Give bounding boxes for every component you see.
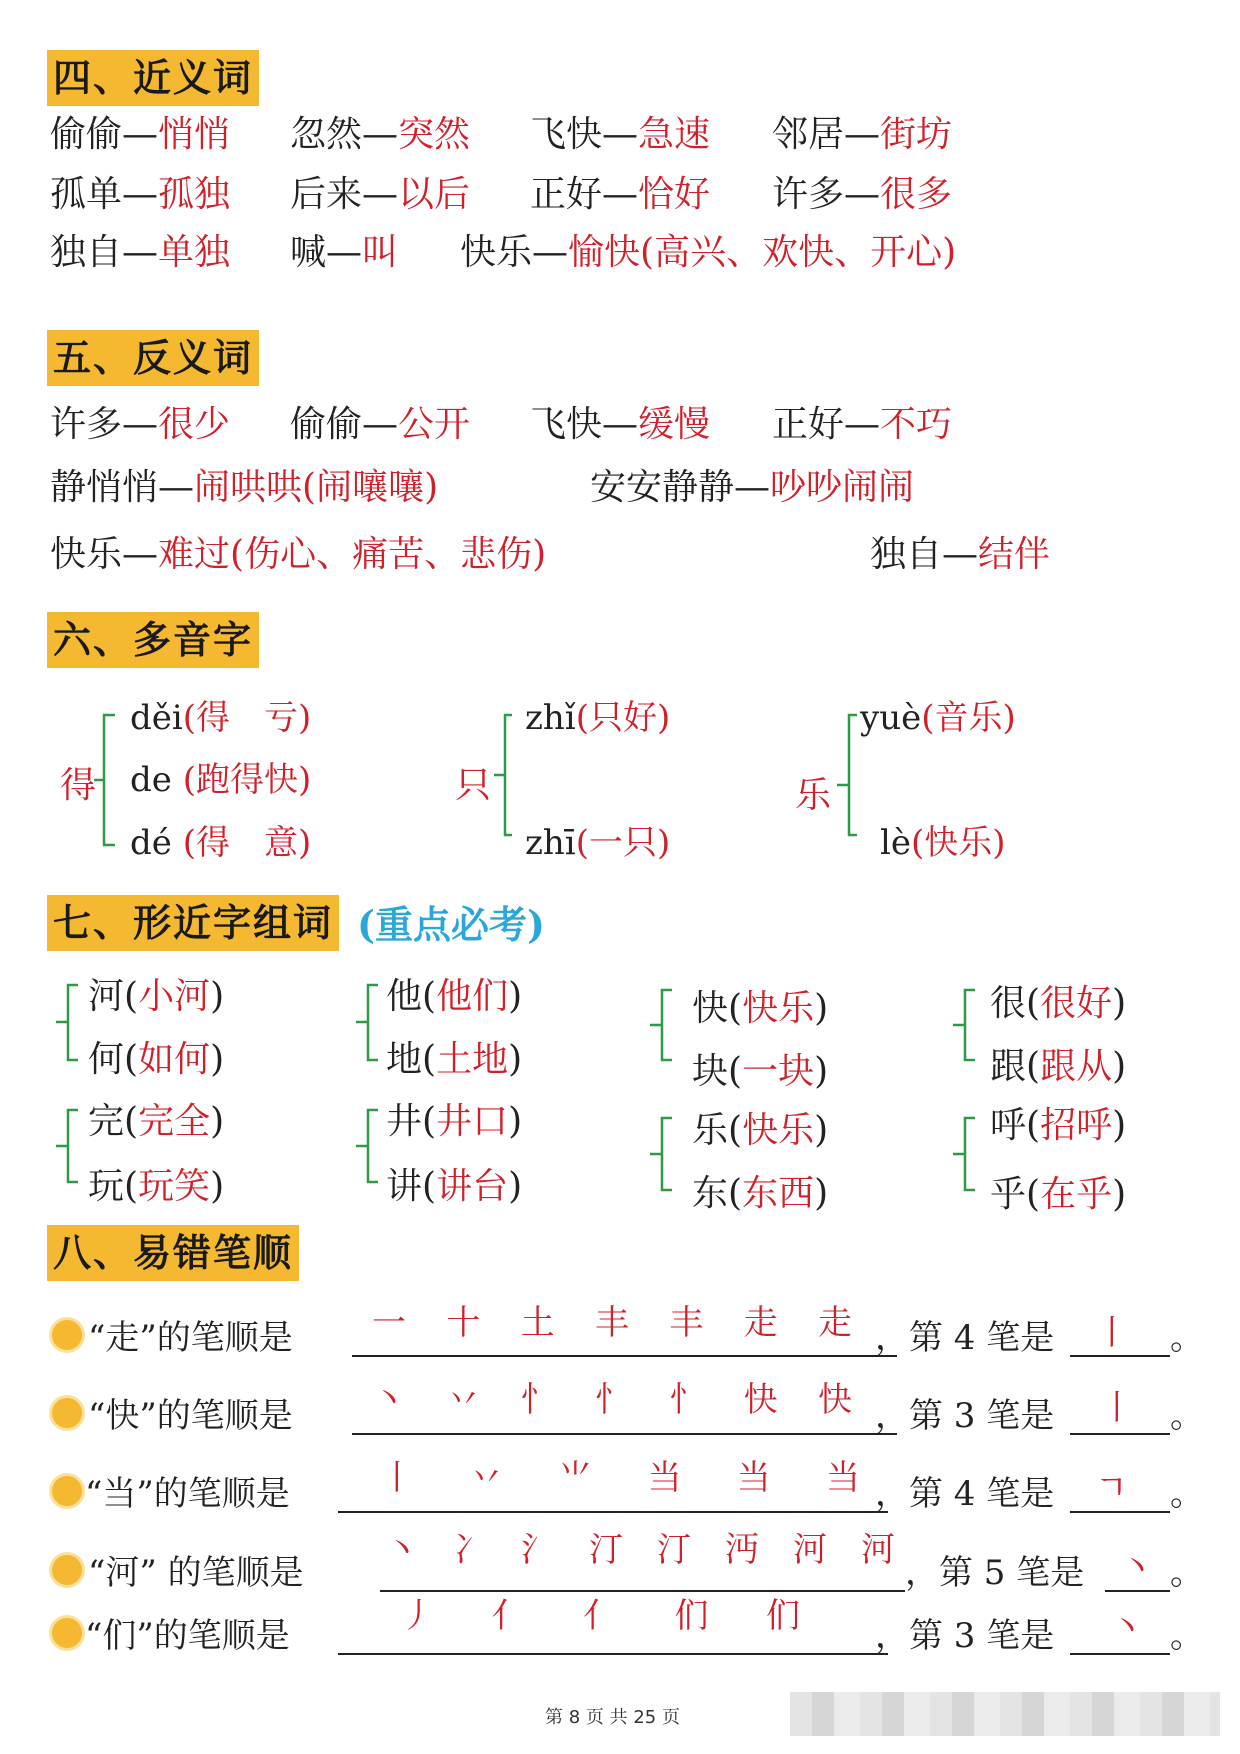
synonym-pair: 邻居—街坊 [772, 114, 953, 155]
synonym-pair: 独自—单独 [50, 232, 231, 273]
stroke-step: 当 [825, 1458, 860, 1498]
stroke-nth-label: ，第 5 笔是 [905, 1553, 1085, 1593]
stroke-step: 河 [861, 1530, 895, 1570]
blurred-watermark [790, 1692, 1220, 1736]
answer-line [1070, 1433, 1170, 1435]
end-mark: 。 [1170, 1616, 1204, 1656]
stroke-question-label: “当”的笔顺是 [85, 1474, 290, 1514]
stroke-sequence [380, 1450, 860, 1499]
stroke-step: 丿 [400, 1596, 434, 1636]
stroke-step: 们 [674, 1596, 709, 1636]
similar-item: 地(土地) [386, 1039, 523, 1080]
stroke-answer: 丶 [1110, 1608, 1144, 1648]
polyphone-reading: děi(得 亏) [130, 698, 312, 738]
synonym-pair: 后来—以后 [290, 174, 471, 215]
similar-item: 快(快乐) [692, 988, 829, 1029]
section-title-stroke-order: 八、易错笔顺 [47, 1225, 299, 1281]
stroke-nth-label: ，第 3 笔是 [875, 1616, 1055, 1656]
stroke-step: 冫 [453, 1530, 487, 1570]
stroke-sequence [372, 1372, 852, 1421]
similar-item: 呼(招呼) [990, 1105, 1127, 1146]
polyphone-char: 乐 [795, 775, 832, 816]
similar-item: 河(小河) [88, 976, 225, 1017]
similar-pair [88, 1093, 224, 1209]
end-mark: 。 [1170, 1318, 1204, 1358]
antonym-pair: 快乐—难过(伤心、痛苦、悲伤) [50, 534, 547, 575]
stroke-step: 亻 [583, 1596, 617, 1636]
stroke-step: 河 [793, 1530, 827, 1570]
antonym-pair: 许多—很少 [50, 404, 231, 445]
stroke-step: ⺌ [558, 1458, 593, 1498]
bullet-dot-icon [52, 1398, 82, 1428]
synonym-pair: 孤单—孤独 [50, 174, 231, 215]
bullet-dot-icon [52, 1476, 82, 1506]
similar-item: 完(完全) [88, 1101, 225, 1142]
stroke-step: 快 [743, 1380, 778, 1420]
section-title-synonyms: 四、近义词 [47, 50, 259, 106]
section-title-polyphones: 六、多音字 [47, 612, 259, 668]
stroke-step: 氵 [521, 1530, 555, 1570]
section-title-similar-chars: 七、形近字组词 [47, 895, 339, 951]
answer-line [338, 1653, 888, 1655]
stroke-step: 丷 [446, 1380, 481, 1420]
similar-item: 跟(跟从) [990, 1046, 1127, 1087]
stroke-step: 亻 [491, 1596, 526, 1636]
antonym-pair: 独自—结伴 [870, 534, 1051, 575]
stroke-answer: 丨 [1095, 1313, 1129, 1353]
synonym-pair: 正好—恰好 [530, 174, 711, 215]
synonym-pair: 偷偷—悄悄 [50, 114, 231, 155]
antonym-pair: 偷偷—公开 [290, 404, 471, 445]
end-mark: 。 [1170, 1553, 1204, 1593]
answer-line [338, 1511, 888, 1513]
answer-line [352, 1355, 897, 1357]
polyphone-reading: dé (得 意) [130, 823, 312, 863]
answer-line [1070, 1355, 1170, 1357]
stroke-nth-label: ，第 4 笔是 [875, 1318, 1055, 1358]
stroke-question-label: “走”的笔顺是 [88, 1318, 293, 1358]
stroke-step: 忄 [594, 1380, 629, 1420]
bullet-dot-icon [52, 1320, 82, 1350]
similar-item: 井(井口) [386, 1101, 523, 1142]
stroke-step: 土 [520, 1303, 555, 1343]
stroke-sequence [400, 1588, 800, 1637]
stroke-question-label: “快”的笔顺是 [88, 1396, 293, 1436]
stroke-step: 丰 [669, 1303, 704, 1343]
similar-pair [692, 1102, 828, 1216]
polyphone-char: 得 [60, 765, 97, 806]
similar-item: 他(他们) [386, 976, 523, 1017]
stroke-step: 忄 [669, 1380, 704, 1420]
stroke-step: 丰 [594, 1303, 629, 1343]
polyphone-reading: zhī(一只) [525, 823, 671, 863]
similar-pair [692, 980, 828, 1094]
stroke-question-label: “们”的笔顺是 [85, 1616, 290, 1656]
stroke-step: 沔 [725, 1530, 759, 1570]
stroke-step: 汀 [589, 1530, 623, 1570]
stroke-step: 丶 [385, 1530, 419, 1570]
stroke-step: 走 [743, 1303, 778, 1343]
stroke-nth-label: ，第 3 笔是 [875, 1396, 1055, 1436]
stroke-step: 当 [736, 1458, 771, 1498]
similar-item: 乐(快乐) [692, 1110, 829, 1151]
stroke-step: 快 [817, 1380, 852, 1420]
stroke-sequence [385, 1522, 895, 1571]
synonym-pair: 忽然—突然 [290, 114, 471, 155]
similar-item: 块(一块) [692, 1051, 829, 1092]
similar-pair [88, 968, 224, 1082]
stroke-step: 十 [446, 1303, 481, 1343]
stroke-step: 丷 [469, 1458, 504, 1498]
stroke-step: 丶 [372, 1380, 406, 1420]
antonym-pair: 飞快—缓慢 [530, 404, 711, 445]
synonym-pair: 飞快—急速 [530, 114, 711, 155]
polyphone-reading: zhǐ(只好) [525, 698, 671, 738]
answer-line [1070, 1511, 1170, 1513]
stroke-step: 一 [372, 1303, 406, 1343]
stroke-step: 走 [817, 1303, 852, 1343]
stroke-question-label: “河” 的笔顺是 [88, 1553, 304, 1593]
bullet-dot-icon [52, 1618, 82, 1648]
antonym-pair: 安安静静—吵吵闹闹 [590, 467, 915, 508]
stroke-step: 丨 [380, 1458, 414, 1498]
similar-pair [386, 968, 522, 1082]
similar-pair [386, 1093, 522, 1209]
page-number: 第 8 页 共 25 页 [545, 1707, 680, 1728]
section-title-antonyms: 五、反义词 [47, 330, 259, 386]
antonym-pair: 静悄悄—闹哄哄(闹嚷嚷) [50, 467, 439, 508]
answer-line [352, 1433, 897, 1435]
stroke-sequence [372, 1295, 852, 1344]
polyphone-reading: de (跑得快) [130, 760, 312, 800]
stroke-nth-label: ，第 4 笔是 [875, 1474, 1055, 1514]
similar-pair [990, 975, 1126, 1089]
stroke-step: 忄 [520, 1380, 555, 1420]
key-point-note: (重点必考) [357, 902, 545, 947]
similar-item: 何(如何) [88, 1039, 225, 1080]
polyphone-reading: lè(快乐) [880, 823, 1006, 863]
similar-item: 讲(讲台) [386, 1166, 523, 1207]
similar-pair [990, 1097, 1126, 1217]
similar-item: 东(东西) [692, 1173, 829, 1214]
stroke-answer: ㄱ [1095, 1468, 1128, 1508]
stroke-step: 汀 [657, 1530, 691, 1570]
bullet-dot-icon [52, 1555, 82, 1585]
end-mark: 。 [1170, 1396, 1204, 1436]
stroke-step: 们 [766, 1596, 800, 1636]
answer-line [1070, 1653, 1170, 1655]
synonym-pair: 许多—很多 [772, 174, 953, 215]
synonym-pair: 快乐—愉快(高兴、欢快、开心) [460, 232, 957, 273]
stroke-answer: 丨 [1100, 1388, 1134, 1428]
similar-item: 很(很好) [990, 983, 1127, 1024]
answer-line [1105, 1590, 1170, 1592]
end-mark: 。 [1170, 1474, 1204, 1514]
antonym-pair: 正好—不巧 [772, 404, 953, 445]
polyphone-char: 只 [455, 765, 492, 806]
stroke-answer: 丶 [1120, 1548, 1154, 1588]
polyphone-reading: yuè(音乐) [860, 698, 1016, 738]
synonym-pair: 喊—叫 [290, 232, 399, 273]
similar-item: 玩(玩笑) [88, 1166, 225, 1207]
stroke-step: 当 [647, 1458, 682, 1498]
similar-item: 乎(在乎) [990, 1174, 1127, 1215]
